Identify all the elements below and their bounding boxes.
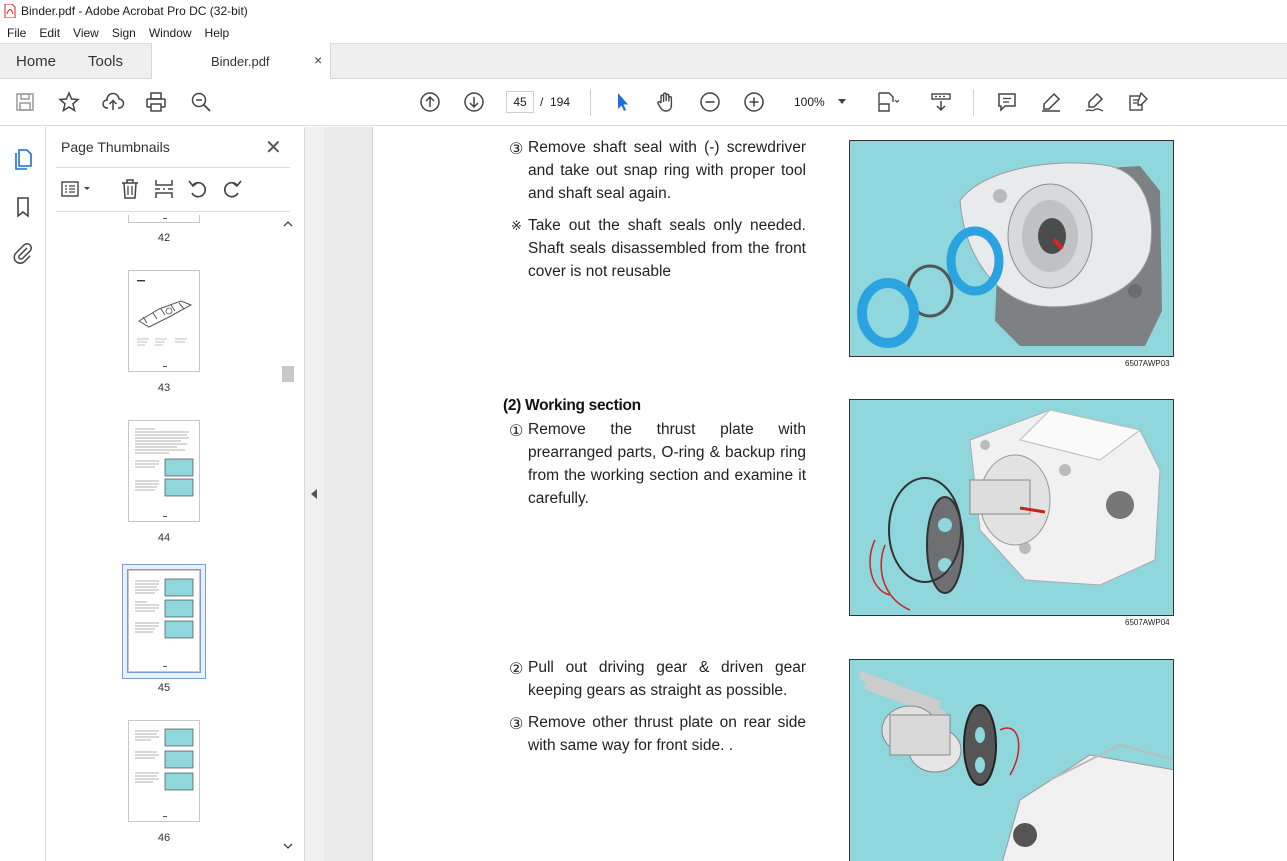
collapse-left-arrow-icon (311, 489, 317, 499)
acrobat-pdf-icon (4, 4, 16, 18)
delete-trash-icon[interactable] (118, 177, 142, 201)
page-thumbnail-45[interactable] (128, 570, 200, 672)
title-bar (0, 0, 1287, 22)
step-text: Remove other thrust plate on rear side with same way for front side. . (528, 714, 806, 754)
figure-caption: 6507AWP03 (1125, 359, 1170, 368)
zoom-out-icon[interactable] (697, 89, 723, 115)
zoom-in-icon[interactable] (741, 89, 767, 115)
page-number-label: 43 (157, 382, 171, 394)
window-title: Binder.pdf - Adobe Acrobat Pro DC (32-bit) (21, 4, 248, 18)
page-thumbnails-icon[interactable] (11, 147, 35, 171)
save-icon[interactable] (12, 89, 38, 115)
highlight-pen-icon[interactable] (1038, 89, 1064, 115)
note-mark: ※ (511, 218, 522, 233)
panel-title: Page Thumbnails (61, 139, 170, 155)
scrollbar-thumb[interactable] (282, 366, 294, 382)
page-number-label: 46 (157, 832, 171, 844)
menu-bar (0, 22, 1287, 43)
next-page-icon[interactable] (461, 89, 487, 115)
toolbar-divider (973, 89, 974, 116)
document-view[interactable] (324, 127, 1287, 861)
select-cursor-icon[interactable] (609, 89, 635, 115)
comment-icon[interactable] (994, 89, 1020, 115)
collapse-panel-handle[interactable] (304, 127, 324, 861)
scroll-up-arrow-icon[interactable] (283, 220, 293, 228)
tab-bar (0, 43, 1287, 79)
page-thumbnail-43[interactable] (128, 270, 200, 372)
menu-view[interactable]: View (73, 25, 99, 40)
step-text: Pull out driving gear & driven gear keeping gears as straight as possible. (528, 659, 806, 699)
step-text: Remove the thrust plate with prearranged parts, O-ring & backup ring from the working section and examine it carefully. (528, 421, 806, 507)
page-number-label: 44 (157, 532, 171, 544)
bookmark-star-icon[interactable] (56, 89, 82, 115)
thumbnail-list (56, 215, 282, 861)
menu-window[interactable]: Window (148, 25, 192, 40)
bookmarks-icon[interactable] (11, 195, 35, 219)
chevron-down-icon (838, 99, 846, 104)
zoom-search-icon[interactable] (188, 89, 214, 115)
section-heading: (2) Working section (503, 397, 641, 414)
hand-tool-icon[interactable] (653, 89, 679, 115)
step-number: ③ (509, 141, 524, 158)
divider (56, 167, 290, 168)
scroll-mode-icon[interactable] (928, 89, 954, 115)
thumbnail-tools (56, 177, 290, 203)
menu-sign[interactable]: Sign (111, 25, 136, 40)
toolbar-divider (590, 89, 591, 116)
menu-help[interactable]: Help (204, 25, 230, 40)
menu-edit[interactable]: Edit (39, 25, 61, 40)
page-thumbnail-44[interactable] (128, 420, 200, 522)
rotate-clockwise-icon[interactable] (220, 177, 244, 201)
zoom-level-value: 100% (794, 95, 825, 109)
insert-pages-icon[interactable] (152, 177, 176, 201)
step-number: ① (509, 423, 524, 440)
divider (56, 211, 290, 212)
page-fit-icon[interactable] (874, 89, 900, 115)
figure-caption: 6507AWP04 (1125, 618, 1170, 627)
step-text: Remove shaft seal with (-) screwdriver and take out snap ring with proper tool and shaft seal again. (528, 139, 806, 202)
tab-tools[interactable]: Tools (88, 53, 124, 70)
note-text: Take out the shaft seals only needed. Shaft seals disassembled from the front cover is not reusable (528, 217, 806, 280)
toolbar (0, 79, 1287, 126)
page-thumbnail-46[interactable] (128, 720, 200, 822)
step-number: ③ (509, 716, 524, 733)
page-number-input[interactable]: 45 (506, 91, 534, 113)
figure-thrust-plate-removal (849, 399, 1174, 616)
page-thumbnails-panel (46, 127, 304, 861)
zoom-level-dropdown[interactable] (786, 90, 852, 114)
page-separator: / (540, 95, 544, 109)
sign-icon[interactable] (1082, 89, 1108, 115)
options-menu-icon[interactable] (60, 177, 94, 201)
thumbnail-scrollbar[interactable] (281, 216, 295, 860)
pdf-page (372, 127, 1287, 861)
navigation-rail (0, 127, 46, 861)
tab-document[interactable] (151, 43, 331, 80)
upload-cloud-icon[interactable] (100, 89, 126, 115)
close-panel-icon[interactable]: ✕ (265, 137, 282, 159)
step-number: ② (509, 661, 524, 678)
menu-file[interactable]: File (7, 25, 27, 40)
attachments-paperclip-icon[interactable] (11, 241, 35, 265)
rotate-counterclockwise-icon[interactable] (186, 177, 210, 201)
total-pages: 194 (550, 95, 571, 109)
figure-gear-removal (849, 659, 1174, 861)
tab-document-label: Binder.pdf (211, 54, 270, 69)
fill-and-sign-icon[interactable] (1125, 89, 1151, 115)
scroll-down-arrow-icon[interactable] (283, 842, 293, 850)
print-icon[interactable] (143, 89, 169, 115)
previous-page-icon[interactable] (417, 89, 443, 115)
page-number-label: 42 (157, 232, 171, 244)
page-number-label: 45 (157, 682, 171, 694)
tab-close-icon[interactable]: × (314, 52, 323, 68)
page-thumbnail-42[interactable] (128, 215, 200, 223)
tab-home[interactable]: Home (16, 53, 57, 70)
figure-shaft-seal-removal (849, 140, 1174, 357)
